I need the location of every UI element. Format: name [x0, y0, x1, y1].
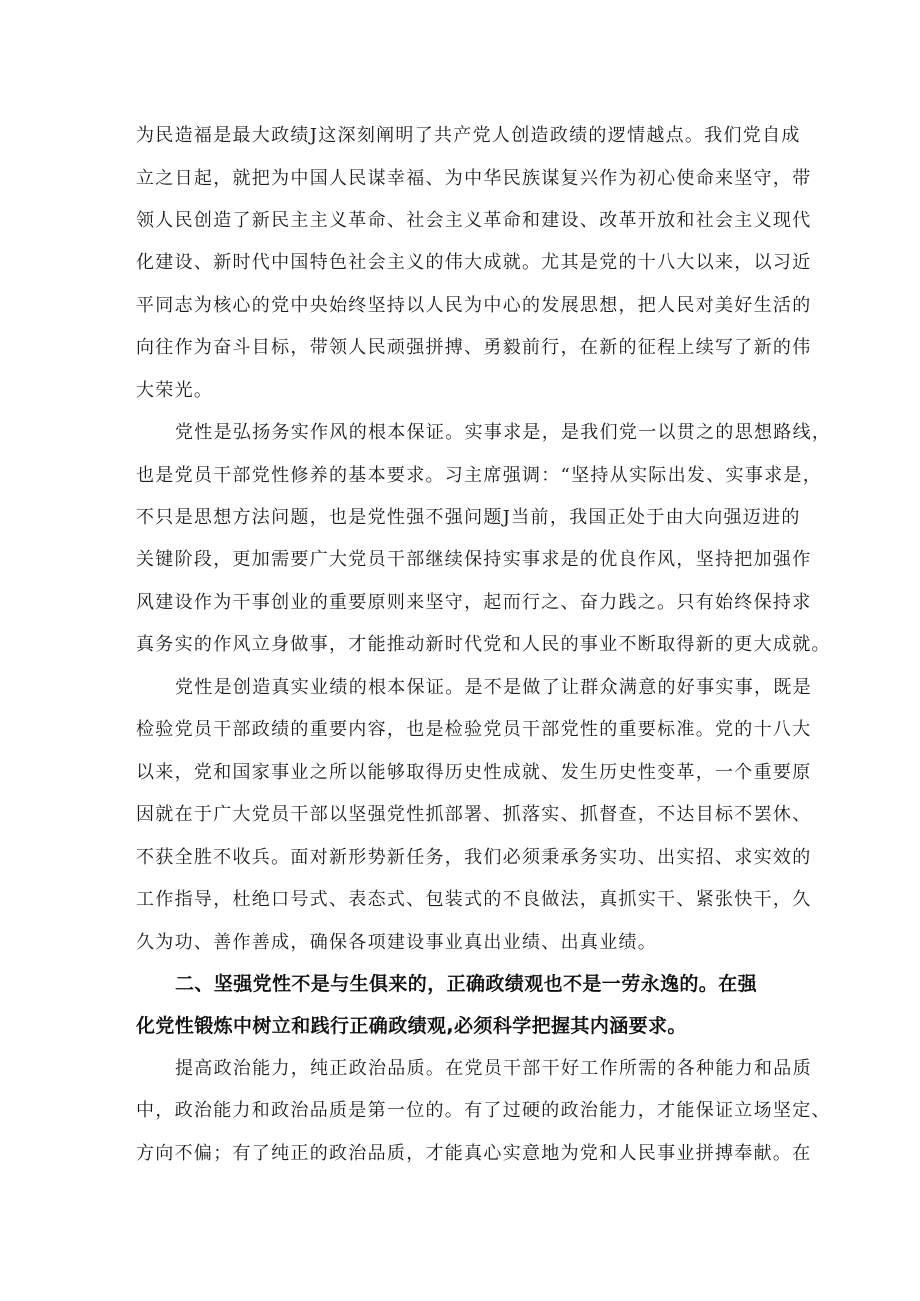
paragraph-line: 工作指导，杜绝口号式、表态式、包装式的不良做法，真抓实干、紧张快干，久	[136, 889, 812, 910]
paragraph-line: 不只是思想方法问题，也是党性强不强问题J当前，我国正处于由大向强迈进的	[136, 507, 801, 528]
paragraph-line: 党性是创造真实业绩的根本保证。是不是做了让群众满意的好事实事，既是	[175, 677, 812, 698]
paragraph-line: 方向不偏；有了纯正的政治品质，才能真心实意地为党和人民事业拼搏奉献。在	[136, 1143, 812, 1164]
paragraph-line: 因就在于广大党员干部以坚强党性抓部署、抓落实、抓督查，不达目标不罢休、	[136, 804, 812, 825]
paragraph-line: 大荣光。	[136, 380, 214, 401]
paragraph-line: 领人民创造了新民主主义革命、社会主义革命和建设、改革开放和社会主义现代	[136, 210, 812, 231]
paragraph-line: 也是党员干部党性修养的基本要求。习主席强调：“坚持从实际出发、实事求是，	[136, 465, 822, 486]
paragraph-line: 以来，党和国家事业之所以能够取得历史性成就、发生历史性变革，一个重要原	[136, 762, 812, 783]
paragraph-line: 中，政治能力和政治品质是第一位的。有了过硬的政治能力，才能保证立场坚定、	[136, 1100, 831, 1121]
paragraph-line: 立之日起，就把为中国人民谋幸福、为中华民族谋复兴作为初心使命来坚守，带	[136, 168, 812, 189]
paragraph-line: 真务实的作风立身做事，才能推动新时代党和人民的事业不断取得新的更大成就。	[136, 634, 831, 655]
paragraph-line: 风建设作为干事创业的重要原则来坚守，起而行之、奋力践之。只有始终保持求	[136, 592, 812, 613]
paragraph-line: 党性是弘扬务实作风的根本保证。实事求是，是我们党一以贯之的思想路线，	[175, 422, 832, 443]
paragraph-line: 检验党员干部政绩的重要内容，也是检验党员干部党性的重要标准。党的十八大	[136, 719, 812, 740]
paragraph-line: 为民造福是最大政绩J这深刻阐明了共产党人创造政绩的逻情越点。我们党自成	[136, 125, 801, 146]
paragraph-line: 化建设、新时代中国特色社会主义的伟大成就。尤其是党的十八大以来，以习近	[136, 252, 812, 273]
paragraph-line: 向往作为奋斗目标，带领人民顽强拼搏、勇毅前行，在新的征程上续写了新的伟	[136, 337, 812, 358]
paragraph-line: 提高政治能力，纯正政治品质。在党员干部干好工作所需的各种能力和品质	[175, 1058, 812, 1079]
paragraph-line: 关键阶段，更加需要广大党员干部继续保持实事求是的优良作风，坚持把加强作	[136, 549, 812, 570]
section-heading-line: 化党性锻炼中树立和践行正确政绩观,必须科学把握其内涵要求。	[136, 1015, 687, 1037]
paragraph-line: 久为功、善作善成，确保各项建设事业真出业绩、出真业绩。	[136, 932, 658, 953]
paragraph-line: 不获全胜不收兵。面对新形势新任务，我们必须秉承务实功、出实招、求实效的	[136, 847, 812, 868]
section-heading-line: 二、坚强党性不是与生俱来的，正确政绩观也不是一劳永逸的。在强	[175, 973, 758, 995]
paragraph-line: 平同志为核心的党中央始终坚持以人民为中心的发展思想，把人民对美好生活的	[136, 295, 812, 316]
